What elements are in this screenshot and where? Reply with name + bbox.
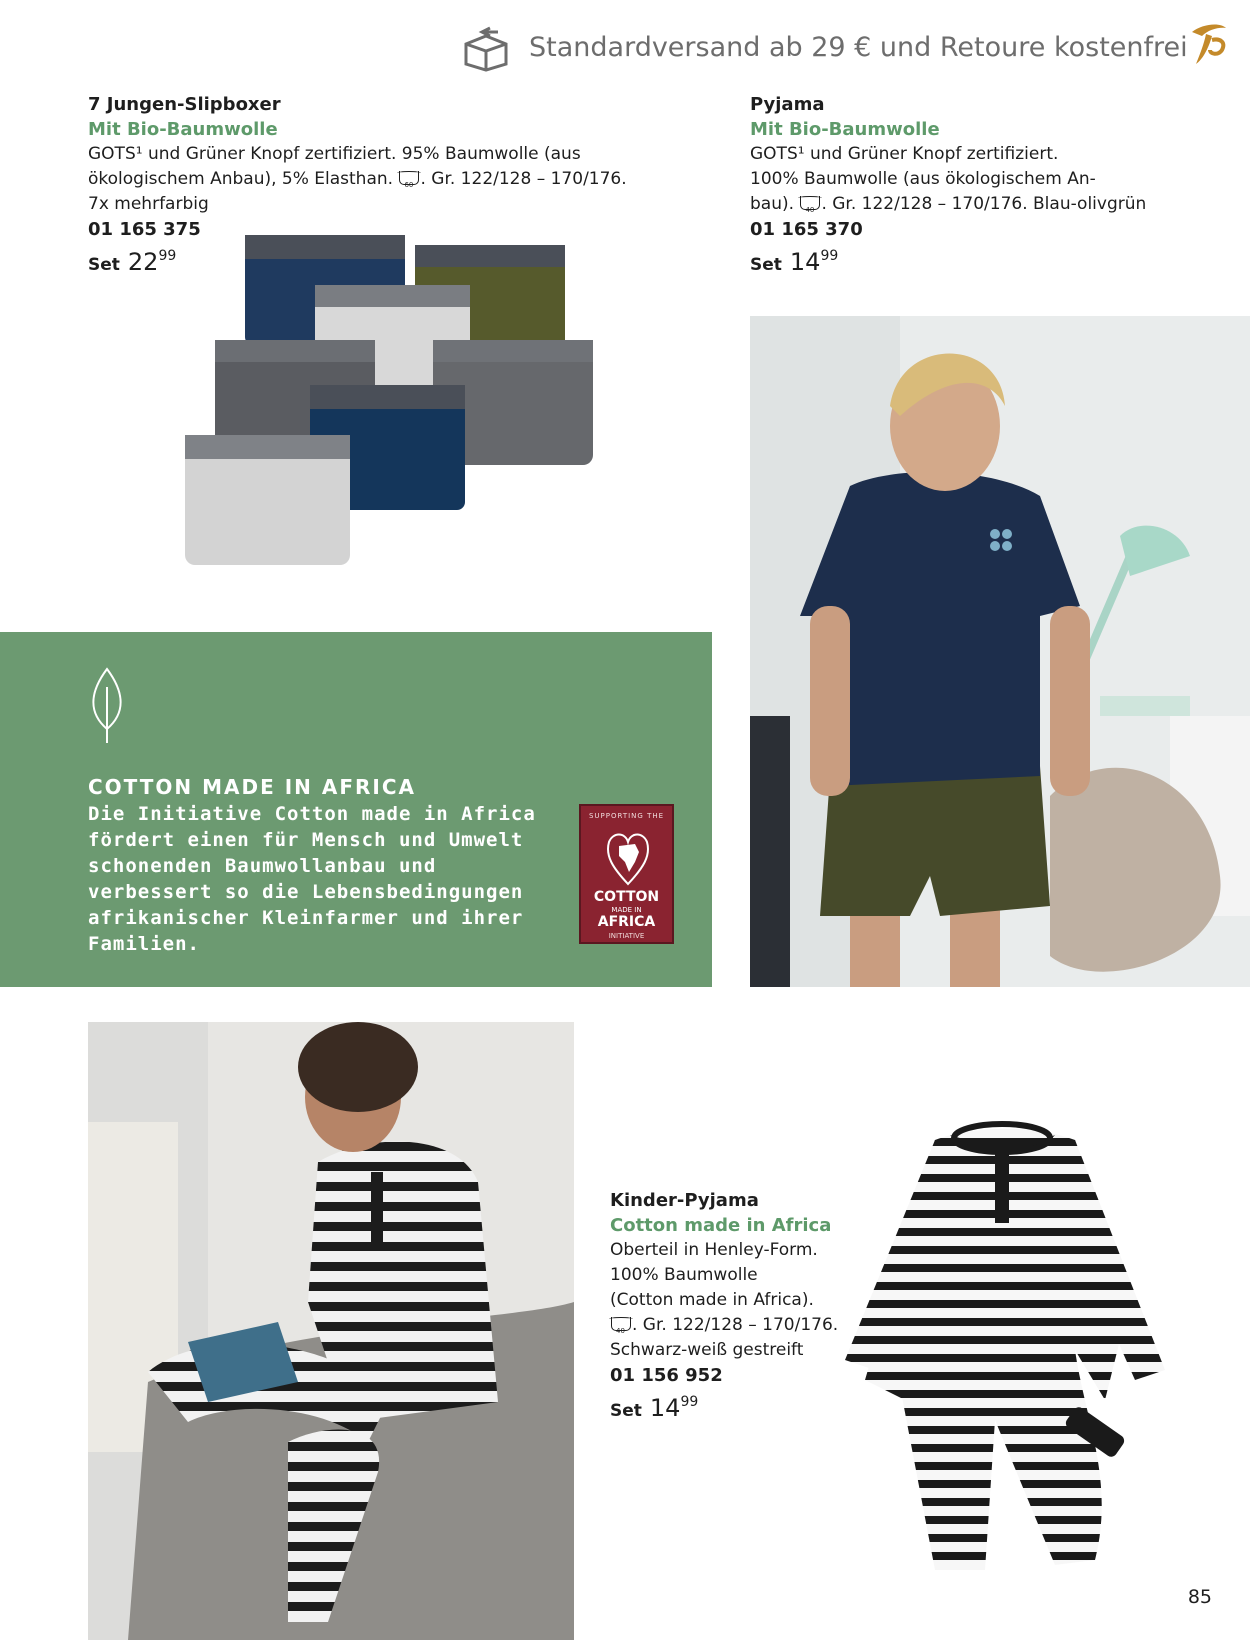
price-prefix: Set (88, 255, 120, 275)
product-name: Kinder-Pyjama (610, 1190, 759, 1211)
kinder-pyjama-model-photo (88, 1022, 574, 1640)
article-number: 01 156 952 (610, 1365, 723, 1386)
product-description (750, 142, 1230, 217)
price (610, 1394, 850, 1422)
desc-line: 100% Baumwolle (610, 1265, 758, 1285)
product-kinder-pyjama (610, 1188, 850, 1422)
product-name: Pyjama (750, 94, 825, 115)
badge-main: COTTON (593, 889, 660, 905)
wash-symbol-icon: 40 (800, 196, 820, 210)
slipboxer-product-image (175, 230, 615, 580)
africa-heart-icon (605, 828, 651, 886)
product-subtitle: Mit Bio-Baumwolle (88, 119, 278, 140)
panel-title: COTTON MADE IN AFRICA (88, 775, 417, 799)
product-pyjama (750, 92, 1230, 276)
price-cent: 99 (680, 1394, 699, 1410)
product-name: 7 Jungen-Slipboxer (88, 94, 281, 115)
price (750, 248, 1230, 276)
desc-line: 100% Baumwolle (aus ökologischem An- (750, 169, 1096, 189)
cotton-made-in-africa-panel (0, 632, 712, 987)
badge-bottom: INITIATIVE (608, 932, 645, 940)
desc-line: bau). 40 . Gr. 122/128 – 170/176. Blau-olivgrün (750, 194, 1147, 214)
article-number: 01 165 370 (750, 219, 863, 240)
shipping-text: Standardversand ab 29 € und Retoure kostenfrei (529, 32, 1188, 63)
cotton-made-in-africa-badge (579, 804, 674, 944)
kinder-pyjama-product-image (845, 1120, 1165, 1580)
badge-africa: AFRICA (597, 914, 656, 930)
product-description (610, 1238, 850, 1363)
panel-body: Die Initiative Cotton made in Africa fördert einen für Mensch und Umwelt schonenden Baumwollanbau und verbessert so die Lebensbedingungen afrikanischer Kleinfarmer und ihrer Familien. (88, 803, 536, 955)
price-cent: 99 (820, 248, 839, 264)
wash-symbol-icon: 60 (399, 171, 419, 185)
page-number: 85 (1187, 1586, 1212, 1608)
price-euro: 22 (127, 248, 159, 276)
desc-line: 7x mehrfarbig (88, 194, 209, 214)
desc-line: GOTS¹ und Grüner Knopf zertifiziert. (750, 144, 1059, 164)
desc-line: (Cotton made in Africa). (610, 1290, 814, 1310)
product-description (88, 142, 628, 217)
price-euro: 14 (649, 1394, 681, 1422)
badge-mid: MADE IN (611, 906, 642, 914)
desc-line: Oberteil in Henley-Form. (610, 1240, 818, 1260)
desc-line: ökologischem Anbau), 5% Elasthan. 60 . Gr. 122/128 – 170/176. (88, 169, 627, 189)
price-prefix: Set (610, 1401, 642, 1421)
leaf-icon (86, 667, 128, 743)
badge-top: SUPPORTING THE (588, 812, 665, 820)
price-prefix: Set (750, 255, 782, 275)
price-cent: 99 (158, 248, 177, 264)
pyjama-model-photo (750, 316, 1250, 987)
wash-symbol-icon: 40 (611, 1317, 631, 1331)
return-box-icon (460, 24, 512, 72)
desc-line: Schwarz-weiß gestreift (610, 1340, 804, 1360)
desc-line: GOTS¹ und Grüner Knopf zertifiziert. 95% Baumwolle (aus (88, 144, 581, 164)
desc-line: 40 . Gr. 122/128 – 170/176. (610, 1313, 850, 1338)
shipping-banner (460, 18, 1230, 78)
product-subtitle: Mit Bio-Baumwolle (750, 119, 940, 140)
price-euro: 14 (789, 248, 821, 276)
tchibo-logo-icon (1186, 20, 1230, 68)
article-number: 01 165 375 (88, 219, 201, 240)
product-subtitle: Cotton made in Africa (610, 1215, 832, 1236)
